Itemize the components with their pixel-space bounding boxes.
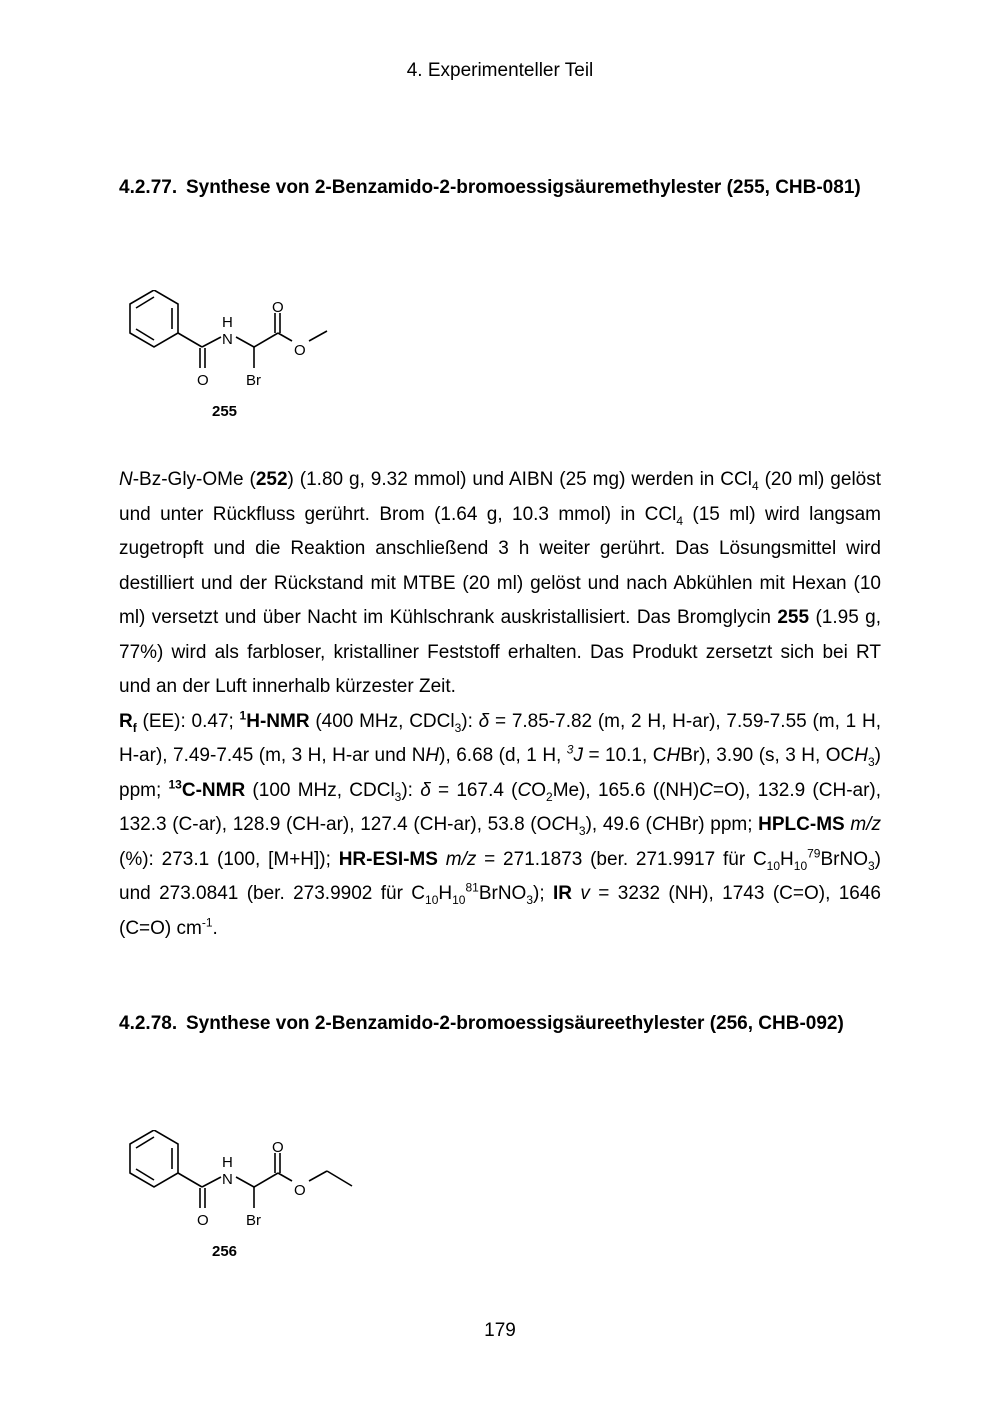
atom-o-amide: O <box>197 372 209 389</box>
atom-h: H <box>222 1154 233 1171</box>
section-number: 4.2.78. <box>119 1013 178 1034</box>
section-heading-4-2-78 <box>119 1006 881 1041</box>
section-title-text: Synthese von 2-Benzamido-2-bromoessigsäureethylester (256, CHB-092) <box>186 1013 844 1034</box>
compound-label-256: 256 <box>212 1243 238 1260</box>
atom-br: Br <box>246 1212 261 1229</box>
section-title-text: Synthese von 2-Benzamido-2-bromoessigsäuremethylester (255, CHB-081) <box>186 177 861 198</box>
atom-h: H <box>222 314 233 331</box>
atom-o-carbonyl: O <box>272 299 284 316</box>
atom-o-amide: O <box>197 1212 209 1229</box>
procedure-paragraph: N-Bz-Gly-OMe (252) (1.80 g, 9.32 mmol) und AIBN (25 mg) werden in CCl$_4$ (20 ml) gelöst und unter Rückfluss gerührt. Brom (1.64 g, 10.3 mmol) in CCl$_4$ (15 ml) wird langsam zugetropft und die Reaktion anschließend 3 h weiter gerührt. Das Lösungsmittel wird destilliert und der Rückstand mit MTBE (20 ml) gelöst und nach Abkühlen mit Hexan (10 ml) versetzt und über Nacht im Kühlschrank auskristallisiert. Das Bromglycin 255 (1.95 g, 77%) wird als farbloser, kristalliner Feststoff erhalten. Das Produkt zersetzt sich bei RT und an der Luft innerhalb kürzester Zeit. <box>119 469 882 697</box>
atom-n: N <box>222 331 233 348</box>
page-number: 179 <box>484 1320 516 1341</box>
atom-o-carbonyl: O <box>272 1139 284 1156</box>
structure-255 <box>120 290 360 405</box>
section-heading-4-2-77 <box>119 170 881 205</box>
atom-br: Br <box>246 372 261 389</box>
atom-n: N <box>222 1171 233 1188</box>
procedure-text <box>119 463 881 946</box>
analytical-data-paragraph: $R_f$ (EE): 0.47; $^1$H-NMR (400 MHz, CDCl$_3$): δ = 7.85-7.82 (m, 2 H, H-ar), 7.59-7.55 (m, 1 H, H-ar), 7.49-7.45 (m, 3 H, H-ar und NH), 6.68 (d, 1 H, $^3$J = 10.1, CHBr), 3.90 (s, 3 H, $OCH_3$) ppm; $^{13}$C-NMR (100 MHz, CDCl$_3$): δ = 167.4 $(CO_2Me)$, 165.6 ((NH)C=O), 132.9 (CH-ar), 132.3 (C-ar), 128.9 (CH-ar), 127.4 (CH-ar), 53.8 $(OCH_3)$, 49.6 (CHBr) ppm; HPLC-MS m/z (%): 273.1 (100, [M+H]); HR-ESI-MS m/z = 271.1873 (ber. 271.9917 für $C_{10}H_{10}^{79}BrNO_3$) und 273.0841 (ber. 273.9902 für $C_{10}H_{10}^{81}BrNO_3$); IR v = 3232 (NH), 1743 (C=O), 1646 (C=O) $cm^{-1}$. <box>119 708 882 939</box>
section-number: 4.2.77. <box>119 177 178 198</box>
atom-o-ester: O <box>294 1182 306 1199</box>
structure-256 <box>120 1130 380 1245</box>
compound-label-255: 255 <box>212 403 238 420</box>
running-head: 4. Experimenteller Teil <box>406 60 594 81</box>
atom-o-ester: O <box>294 342 306 359</box>
